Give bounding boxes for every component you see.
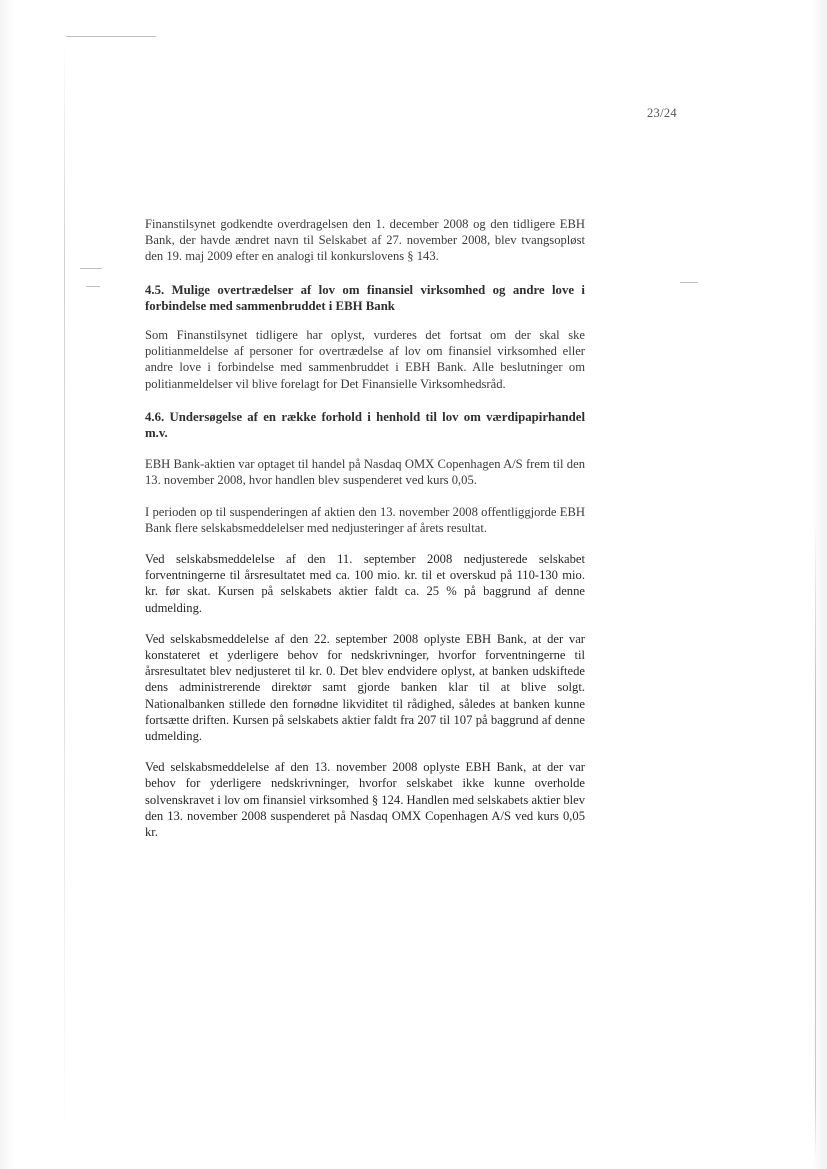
section-heading-4-5: 4.5. Mulige overtrædelser af lov om finansiel virksomhed og andre love i forbindelse med sammenbruddet i EBH Bank <box>145 282 585 313</box>
section-4-5-paragraph: Som Finanstilsynet tidligere har oplyst, vurderes det fortsat om der skal ske politianmeldelse af personer for overtrædelse af lov om finansiel virksomhed eller andre love i forbindelse med sammenbruddet i EBH Bank. Alle beslutninger om politianmeldelser vil blive forelagt for Det Finansielle Virksomhedsråd. <box>145 328 585 391</box>
section-4-6-paragraph-3: Ved selskabsmeddelelse af den 11. september 2008 nedjusterede selskabet forventningerne til årsresultatet med ca. 100 mio. kr. til et overskud på 110-130 mio. kr. før skat. Kursen på selskabets aktier faldt ca. 25 % på baggrund af denne udmelding. <box>145 552 585 615</box>
section-heading-4-6: 4.6. Undersøgelse af en række forhold i henhold til lov om værdipapirhandel m.v. <box>145 409 585 441</box>
section-4-6-paragraph-2: I perioden op til suspenderingen af aktien den 13. november 2008 offentliggjorde EBH Bank flere selskabsmeddelelser med nedjusteringer af årets resultat. <box>145 504 585 535</box>
document-body <box>145 216 585 840</box>
page-number: 23/24 <box>647 106 677 120</box>
scan-speck <box>80 268 102 269</box>
scan-edge-left <box>64 40 65 1140</box>
scan-speck <box>86 286 100 287</box>
scan-edge-right <box>815 520 816 1160</box>
intro-paragraph: Finanstilsynet godkendte overdragelsen den 1. december 2008 og den tidligere EBH Bank, der havde ændret navn til Selskabet af 27. november 2008, blev tvangsopløst den 19. maj 2009 efter en analogi til konkurslovens § 143. <box>145 217 585 264</box>
scan-speck <box>680 282 698 283</box>
section-4-6-paragraph-4: Ved selskabsmeddelelse af den 22. september 2008 oplyste EBH Bank, at der var konstateret et yderligere behov for nedskrivninger, hvorfor forventningerne til årsresultatet blev nedjusteret til kr. 0. Det blev endvidere oplyst, at banken udskiftede dens administrerende direktør samt gjorde banken klar til at blive solgt. Nationalbanken stillede den fornødne likviditet til rådighed, således at banken kunne fortsætte driften. Kursen på selskabets aktier faldt fra 207 til 107 på baggrund af denne udmelding. <box>145 631 585 744</box>
section-4-6-paragraph-5: Ved selskabsmeddelelse af den 13. november 2008 oplyste EBH Bank, at der var behov for yderligere nedskrivninger, hvorfor selskabet ikke kunne overholde solvenskravet i lov om finansiel virksomhed § 124. Handlen med selskabets aktier blev den 13. november 2008 suspenderet på Nasdaq OMX Copenhagen A/S ved kurs 0,05 kr. <box>145 760 585 840</box>
scan-edge-top <box>66 36 156 37</box>
section-4-6-paragraph-1: EBH Bank-aktien var optaget til handel på Nasdaq OMX Copenhagen A/S frem til den 13. november 2008, hvor handlen blev suspenderet ved kurs 0,05. <box>145 457 585 488</box>
